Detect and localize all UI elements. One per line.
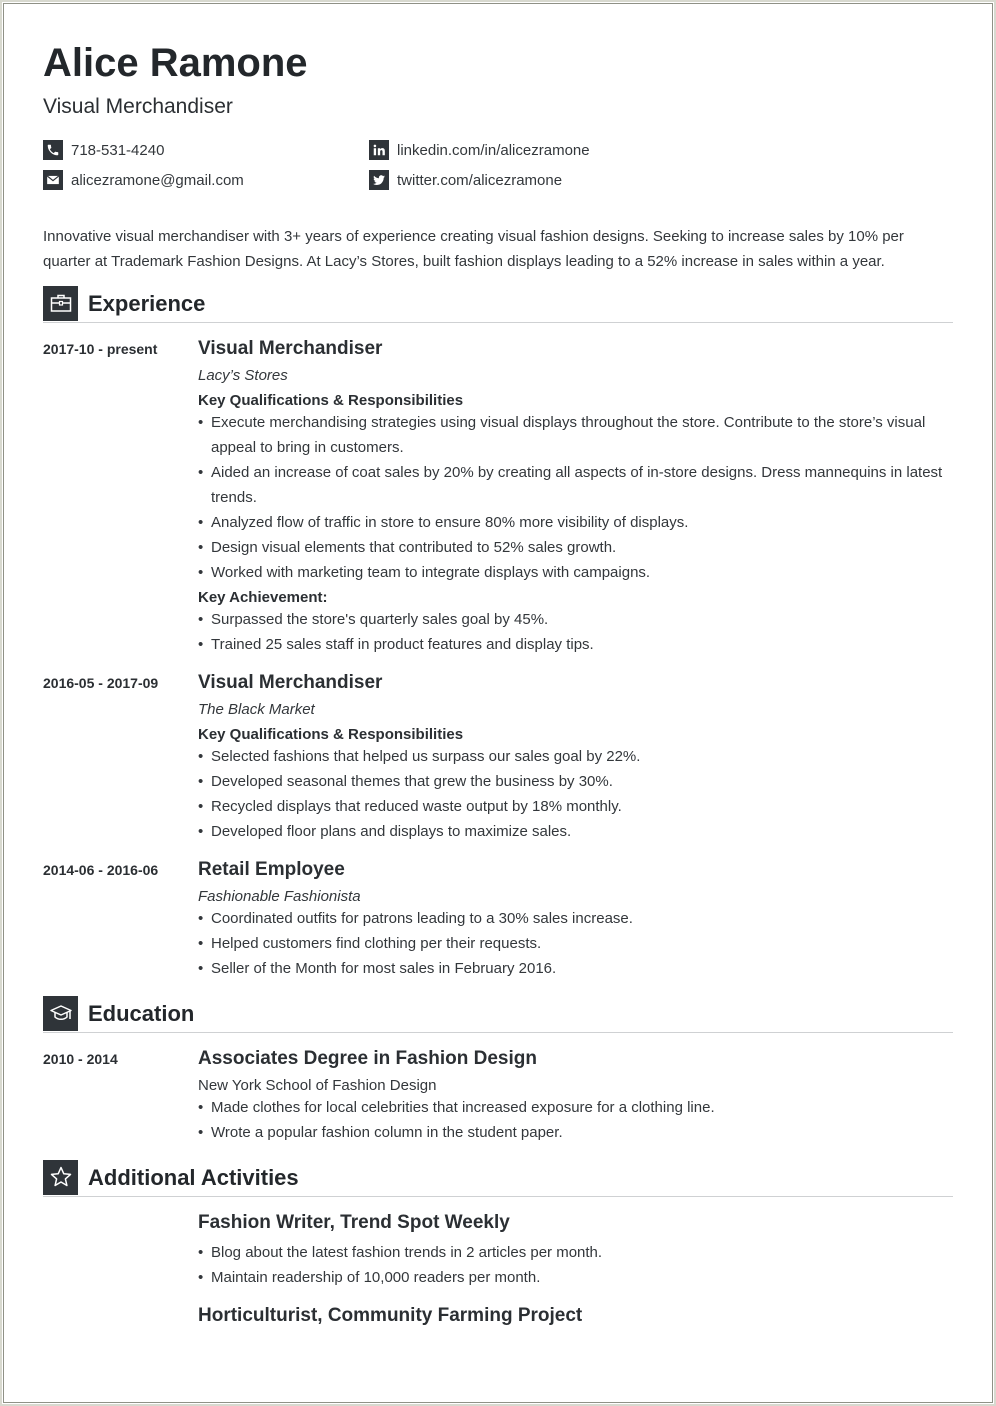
qualifications-heading: Key Qualifications & Responsibilities — [198, 392, 464, 409]
experience-entry — [43, 672, 953, 844]
job-title: Visual Merchandiser — [198, 672, 383, 693]
company-name: Lacy’s Stores — [198, 367, 288, 384]
list-item: • Selected fashions that helped us surpass our sales goal by 22%. — [198, 744, 953, 769]
contact-email — [43, 170, 244, 190]
contact-linkedin — [369, 140, 590, 160]
degree-title: Associates Degree in Fashion Design — [198, 1048, 537, 1069]
list-item: • Coordinated outfits for patrons leading to a 30% sales increase. — [198, 906, 953, 931]
job-title: Retail Employee — [198, 859, 345, 880]
activity-title: Fashion Writer, Trend Spot Weekly — [198, 1212, 510, 1233]
candidate-role: Visual Merchandiser — [43, 95, 233, 118]
activities-section-title: Additional Activities — [88, 1165, 299, 1190]
twitter-text[interactable]: twitter.com/alicezramone — [397, 171, 563, 189]
list-item: • Trained 25 sales staff in product features and display tips. — [198, 632, 953, 657]
list-item: • Seller of the Month for most sales in February 2016. — [198, 956, 953, 981]
experience-section-title: Experience — [88, 291, 206, 316]
list-item: • Developed floor plans and displays to maximize sales. — [198, 819, 953, 844]
list-item: • Design visual elements that contributed to 52% sales growth. — [198, 535, 953, 560]
list-item: • Surpassed the store's quarterly sales goal by 45%. — [198, 607, 953, 632]
responsibility-list — [198, 744, 953, 844]
briefcase-icon — [43, 286, 78, 321]
contact-twitter — [369, 170, 562, 190]
candidate-name: Alice Ramone — [43, 41, 308, 85]
experience-entry — [43, 338, 953, 657]
achievement-heading: Key Achievement: — [198, 589, 328, 606]
list-item: • Maintain readership of 10,000 readers per month. — [198, 1265, 953, 1290]
achievement-list — [198, 607, 953, 657]
linkedin-text[interactable]: linkedin.com/in/alicezramone — [397, 141, 590, 159]
linkedin-icon — [369, 140, 389, 160]
education-section-title: Education — [88, 1001, 195, 1026]
company-name: The Black Market — [198, 701, 315, 718]
contact-block — [43, 138, 953, 202]
company-name: Fashionable Fashionista — [198, 888, 361, 905]
activities-section-header — [43, 1160, 953, 1197]
list-item: • Wrote a popular fashion column in the student paper. — [198, 1120, 953, 1145]
activity-title: Horticulturist, Community Farming Project — [198, 1305, 583, 1326]
list-item: • Blog about the latest fashion trends in 2 articles per month. — [198, 1240, 953, 1265]
entry-date: 2016-05 - 2017-09 — [43, 675, 159, 691]
list-item: • Aided an increase of coat sales by 20% by creating all aspects of in-store designs. Dress mannequins in latest trends. — [198, 460, 953, 510]
education-list — [198, 1095, 953, 1145]
education-section-header — [43, 996, 953, 1033]
experience-section-header — [43, 286, 953, 323]
twitter-icon — [369, 170, 389, 190]
experience-entry — [43, 859, 953, 981]
entry-date: 2014-06 - 2016-06 — [43, 862, 159, 878]
qualifications-heading: Key Qualifications & Responsibilities — [198, 726, 464, 743]
list-item: • Made clothes for local celebrities that increased exposure for a clothing line. — [198, 1095, 953, 1120]
activity-entry — [43, 1212, 953, 1290]
contact-phone — [43, 140, 164, 160]
phone-icon — [43, 140, 63, 160]
list-item: • Execute merchandising strategies using visual displays throughout the store. Contribute to the store’s visual appeal to bring in customers. — [198, 410, 953, 460]
resume-page — [43, 40, 953, 1327]
graduation-cap-icon — [43, 996, 78, 1031]
phone-text[interactable]: 718-531-4240 — [71, 141, 165, 159]
school-name: New York School of Fashion Design — [198, 1077, 437, 1094]
entry-date: 2010 - 2014 — [43, 1051, 118, 1067]
responsibility-list — [198, 906, 953, 981]
summary-paragraph: Innovative visual merchandiser with 3+ years of experience creating visual fashion designs. Seeking to increase sales by 10% per quarter at Trademark Fashion Designs. At Lacy’s Stores, built fashion displays leading to a 52% increase in sales within a year. — [43, 228, 904, 270]
activity-list — [198, 1240, 953, 1290]
list-item: • Worked with marketing team to integrate displays with campaigns. — [198, 560, 953, 585]
email-icon — [43, 170, 63, 190]
activity-entry — [43, 1305, 953, 1327]
list-item: • Recycled displays that reduced waste output by 18% monthly. — [198, 794, 953, 819]
list-item: • Developed seasonal themes that grew the business by 30%. — [198, 769, 953, 794]
education-entry — [43, 1048, 953, 1145]
email-text[interactable]: alicezramone@gmail.com — [71, 171, 244, 189]
star-icon — [43, 1160, 78, 1195]
job-title: Visual Merchandiser — [198, 338, 383, 359]
list-item: • Analyzed flow of traffic in store to ensure 80% more visibility of displays. — [198, 510, 953, 535]
entry-date: 2017-10 - present — [43, 341, 158, 357]
list-item: • Helped customers find clothing per their requests. — [198, 931, 953, 956]
responsibility-list — [198, 410, 953, 585]
